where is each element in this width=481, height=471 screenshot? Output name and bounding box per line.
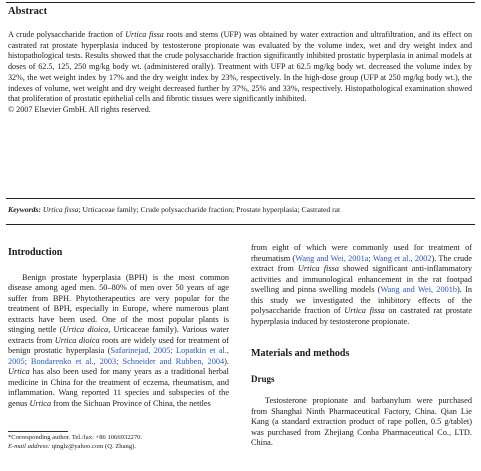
intro-text-6: from the Sichuan Province of China, the nettles: [51, 398, 211, 408]
methods-heading: Materials and methods: [251, 348, 350, 359]
right-text-4: ). In this study we investigated the inhibitory effects of the polysaccharide fraction of: [251, 285, 473, 315]
right-text-2: ). The crude extract from: [251, 253, 472, 273]
introduction-heading: Introduction: [8, 247, 63, 258]
keywords-list: ; Urticaceae family; Crude polysaccharide fraction; Prostate hyperplasia; Castrated rat: [78, 205, 341, 214]
right-text-1: from eight of which were commonly used for treatment of rheumatism (: [251, 243, 472, 263]
intro-text-4: ).: [224, 356, 229, 366]
intro-text-5: has also been used for many years as a traditional herbal medicine in China for the treatment of eczema, rheumatism, and inflammation. Wang reported 11 species and subspecies of the genus: [8, 367, 229, 408]
intro-text-2: , Urticaceae family). Various water extracts from: [8, 325, 229, 345]
footnote: [8, 434, 238, 451]
email-line: [8, 443, 238, 452]
abstract-text-start: A crude polysaccharide fraction of: [8, 30, 126, 39]
right-text-5: on castrated rat prostate hyperplasia induced by testosterone propionate.: [251, 306, 472, 326]
left-column: [8, 240, 229, 409]
intro-species-2: Urtica dioica: [54, 335, 100, 345]
intro-genus-1: Urtica: [8, 367, 30, 376]
abstract-species: Urtica fissa: [125, 30, 164, 39]
corresponding-author: *Corresponding author. Tel./fax: +86 1066932270.: [8, 434, 143, 441]
intro-species-1: Urtica dioica: [62, 325, 109, 334]
intro-genus-2: Urtica: [29, 398, 52, 408]
abstract-text-rest: roots and stems (UFP) was obtained by water extraction and ultrafiltration, and its effect on castrated rat prostate hyperplasia induced by testosterone propionate was evaluated by the volume index, wet and dry weight index and histopathological tests. Results showed that the crude polysaccharide fraction significantly inhibited prostatic hyperplasia in animal models at doses of 62.5, 125, 250 mg/kg body wt. (administered orally). Treatment with UFP at 62.5 mg/kg body wt. decreased the volume index by 32%, the wet weight index by 17% and the dry weight index by 23%, respectively. In the high-dose group (UFP at 250 mg/kg body wt.), the indexes of volume, wet weight and dry weight decreased further by 37%, 25% and 33%, respectively. Histopathological examination showed that proliferation of prostatic epithelial cells and fibrotic tissues were significantly inhibited.: [8, 30, 473, 104]
email-label: E-mail address:: [8, 442, 51, 450]
copyright-notice: © 2007 Elsevier GmbH. All rights reserved.: [8, 104, 151, 114]
introduction-paragraph: [8, 273, 229, 410]
citation-link[interactable]: Safarinejad, 2005; Lopatkin et al., 2005; Bondarenko et al., 2003; Schneider and Rubben, 2004: [8, 346, 229, 366]
footnote-rule: [8, 431, 68, 432]
drugs-paragraph: Testosterone propionate and barbanylum were purchased from Shanghai Ninth Pharmaceutical Factory, China. Qian Lie Kang (a standard extraction product of rape pollen, 0.5 g/tablet) was purchased from Zhejiang Conba Pharmaceutical Co., LTD. China.: [251, 396, 472, 447]
citation-link[interactable]: Wang and Wei, 2001a; Wang et al., 2002: [295, 253, 432, 263]
keywords-species: Urtica fissa: [42, 205, 79, 214]
right-paragraph-1: [251, 243, 472, 327]
keywords-label: Keywords:: [8, 205, 41, 214]
keywords-bottom-rule: [6, 224, 475, 225]
drugs-heading: Drugs: [251, 373, 275, 384]
right-species-1: Urtica fissa: [297, 264, 339, 273]
right-column: [251, 243, 472, 449]
intro-text-3: roots are widely used for treatment of benign prostatic hyperplasia (: [8, 335, 229, 355]
top-rule: [6, 2, 475, 3]
abstract-heading: Abstract: [8, 6, 48, 17]
keywords-line: [8, 205, 472, 215]
right-text-3: showed significant anti-inflammatory activities and immunological enhancement in the rat footpad swelling and pinna swelling models (: [251, 264, 472, 294]
citation-link[interactable]: Wang and Wei, 2001b: [380, 285, 458, 294]
right-species-2: Urtica fissa: [344, 306, 385, 315]
intro-text-1: Benign prostate hyperplasia (BPH) is the most common disease among aged men. 50–80% of men over 50 years of age suffer from BPH. Phytotherapeutics are very popular for the treatment of BPH, especially in Europe, where numerous plant extracts have been used. One of the most popular plants is stinging nettle (: [8, 272, 229, 334]
abstract-bottom-rule: [6, 198, 475, 199]
email-address[interactable]: qinglz@yahoo.com (Q. Zhang).: [50, 442, 136, 450]
abstract-text: [8, 30, 472, 116]
